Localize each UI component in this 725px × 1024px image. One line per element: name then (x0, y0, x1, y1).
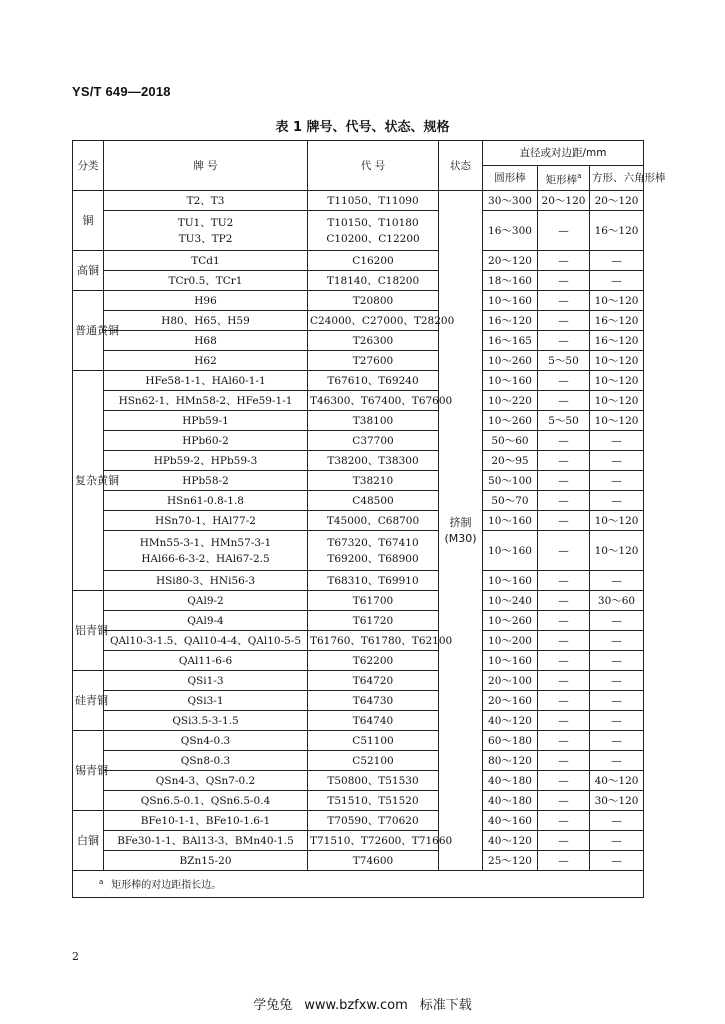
round-bar-cell: 30～300 (483, 191, 538, 211)
rect-bar-cell: — (538, 731, 590, 751)
grade-cell: QAl11-6-6 (104, 651, 308, 671)
table-row (73, 311, 644, 331)
grade-cell: QSi3.5-3-1.5 (104, 711, 308, 731)
grade-cell: BFe30-1-1、BAl13-3、BMn40-1.5 (104, 831, 308, 851)
table-row (73, 571, 644, 591)
grade-cell: QAl9-2 (104, 591, 308, 611)
rect-bar-cell: — (538, 331, 590, 351)
rect-bar-cell: — (538, 771, 590, 791)
table-row (73, 631, 644, 651)
table-row (73, 431, 644, 451)
rect-bar-cell: — (538, 371, 590, 391)
code-cell: C24000、C27000、T28200 (308, 311, 439, 331)
rect-bar-cell: 20～120 (538, 191, 590, 211)
status-temper: (M30) (444, 531, 477, 545)
category-cell: 高铜 (73, 251, 104, 291)
rect-bar-cell: 5～50 (538, 351, 590, 371)
round-bar-cell: 10～160 (483, 511, 538, 531)
code-cell: T68310、T69910 (308, 571, 439, 591)
table-row (73, 831, 644, 851)
grade-cell: QAl9-4 (104, 611, 308, 631)
table-row (73, 691, 644, 711)
header-rect (538, 166, 590, 191)
grade-cell: TCd1 (104, 251, 308, 271)
code-cell: T26300 (308, 331, 439, 351)
rect-bar-cell: — (538, 691, 590, 711)
code-cell: T38200、T38300 (308, 451, 439, 471)
status-value: 挤制 (449, 515, 472, 529)
grade-cell: HPb58-2 (104, 471, 308, 491)
table-row (73, 271, 644, 291)
header-rect-label: 矩形棒 (545, 174, 578, 186)
grade-cell: T2、T3 (104, 191, 308, 211)
category-cell: 普通黄铜 (73, 291, 104, 371)
code-cell: T46300、T67400、T67600 (308, 391, 439, 411)
round-bar-cell: 80～120 (483, 751, 538, 771)
square-hex-bar-cell: — (590, 751, 644, 771)
code-cell: C51100 (308, 731, 439, 751)
grade-cell: HPb59-2、HPb59-3 (104, 451, 308, 471)
code-cell: T64720 (308, 671, 439, 691)
grade-cell: H80、H65、H59 (104, 311, 308, 331)
table-body (73, 191, 644, 871)
square-hex-bar-cell: — (590, 831, 644, 851)
grade-cell: TU1、TU2 TU3、TP2 (104, 211, 308, 251)
square-hex-bar-cell: — (590, 471, 644, 491)
rect-bar-cell: — (538, 671, 590, 691)
square-hex-bar-cell: 10～120 (590, 351, 644, 371)
square-hex-bar-cell: 10～120 (590, 511, 644, 531)
round-bar-cell: 40～120 (483, 711, 538, 731)
rect-bar-cell: — (538, 651, 590, 671)
code-cell: T38100 (308, 411, 439, 431)
round-bar-cell: 18～160 (483, 271, 538, 291)
square-hex-bar-cell: 40～120 (590, 771, 644, 791)
rect-bar-cell: — (538, 611, 590, 631)
grade-cell: H68 (104, 331, 308, 351)
table-row (73, 771, 644, 791)
round-bar-cell: 10～160 (483, 371, 538, 391)
square-hex-bar-cell: 16～120 (590, 331, 644, 351)
rect-bar-cell: — (538, 831, 590, 851)
grade-cell: BFe10-1-1、BFe10-1.6-1 (104, 811, 308, 831)
grade-cell: QSi3-1 (104, 691, 308, 711)
table-row (73, 371, 644, 391)
rect-bar-cell: — (538, 211, 590, 251)
round-bar-cell: 10～260 (483, 351, 538, 371)
code-cell: T45000、C68700 (308, 511, 439, 531)
round-bar-cell: 50～70 (483, 491, 538, 511)
rect-bar-cell: — (538, 591, 590, 611)
table-row (73, 651, 644, 671)
code-cell: C52100 (308, 751, 439, 771)
code-cell: T64740 (308, 711, 439, 731)
footer-site-url: www.bzfxw.com (304, 998, 408, 1013)
table-row (73, 351, 644, 371)
grade-cell: QSn4-3、QSn7-0.2 (104, 771, 308, 791)
rect-bar-cell: — (538, 851, 590, 871)
code-cell: T67320、T67410 T69200、T68900 (308, 531, 439, 571)
code-cell: T70590、T70620 (308, 811, 439, 831)
rect-bar-cell: — (538, 451, 590, 471)
rect-bar-cell: — (538, 291, 590, 311)
square-hex-bar-cell: 10～120 (590, 291, 644, 311)
grade-cell: QAl10-3-1.5、QAl10-4-4、QAl10-5-5 (104, 631, 308, 651)
header-category: 分类 (73, 141, 104, 191)
square-hex-bar-cell: — (590, 251, 644, 271)
round-bar-cell: 10～260 (483, 411, 538, 431)
code-cell: T51510、T51520 (308, 791, 439, 811)
square-hex-bar-cell: — (590, 491, 644, 511)
square-hex-bar-cell: 16～120 (590, 211, 644, 251)
round-bar-cell: 10～220 (483, 391, 538, 411)
grade-cell: HSn70-1、HAl77-2 (104, 511, 308, 531)
round-bar-cell: 16～120 (483, 311, 538, 331)
table-row (73, 851, 644, 871)
round-bar-cell: 20～95 (483, 451, 538, 471)
grade-cell: HPb60-2 (104, 431, 308, 451)
code-cell: T10150、T10180 C10200、C12200 (308, 211, 439, 251)
table-row (73, 191, 644, 211)
table-row (73, 331, 644, 351)
grade-cell: QSn4-0.3 (104, 731, 308, 751)
round-bar-cell: 10～160 (483, 651, 538, 671)
category-cell: 硅青铜 (73, 671, 104, 731)
square-hex-bar-cell: — (590, 731, 644, 751)
footer-slogan: 标准下载 (419, 998, 472, 1013)
square-hex-bar-cell: 30～60 (590, 591, 644, 611)
footnote-mark: a (99, 878, 104, 886)
round-bar-cell: 16～300 (483, 211, 538, 251)
grade-cell: TCr0.5、TCr1 (104, 271, 308, 291)
square-hex-bar-cell: 20～120 (590, 191, 644, 211)
code-cell: T71510、T72600、T71660 (308, 831, 439, 851)
rect-bar-cell: — (538, 491, 590, 511)
category-cell: 铜 (73, 191, 104, 251)
code-cell: T61700 (308, 591, 439, 611)
code-cell: T18140、C18200 (308, 271, 439, 291)
square-hex-bar-cell: 30～120 (590, 791, 644, 811)
table-title: 表 1 牌号、代号、状态、规格 (275, 120, 450, 135)
round-bar-cell: 40～180 (483, 771, 538, 791)
code-cell: C37700 (308, 431, 439, 451)
header-status: 状态 (439, 141, 483, 191)
round-bar-cell: 10～260 (483, 611, 538, 631)
grade-cell: QSn8-0.3 (104, 751, 308, 771)
footer (0, 994, 725, 1013)
square-hex-bar-cell: — (590, 431, 644, 451)
code-cell: T38210 (308, 471, 439, 491)
code-cell: T61720 (308, 611, 439, 631)
header-code: 代 号 (308, 141, 439, 191)
round-bar-cell: 60～180 (483, 731, 538, 751)
round-bar-cell: 25～120 (483, 851, 538, 871)
round-bar-cell: 50～60 (483, 431, 538, 451)
round-bar-cell: 10～160 (483, 571, 538, 591)
square-hex-bar-cell: — (590, 611, 644, 631)
round-bar-cell: 10～160 (483, 291, 538, 311)
code-cell: T20800 (308, 291, 439, 311)
table-row (73, 251, 644, 271)
rect-bar-cell: — (538, 311, 590, 331)
header-dimension-group: 直径或对边距/mm (483, 141, 644, 166)
grade-cell: H96 (104, 291, 308, 311)
round-bar-cell: 10～240 (483, 591, 538, 611)
rect-bar-cell: — (538, 711, 590, 731)
category-cell: 白铜 (73, 811, 104, 871)
rect-bar-cell: — (538, 791, 590, 811)
grade-cell: HMn55-3-1、HMn57-3-1 HAl66-6-3-2、HAl67-2.5 (104, 531, 308, 571)
square-hex-bar-cell: — (590, 631, 644, 651)
status-cell (439, 191, 483, 871)
table-row (73, 711, 644, 731)
grade-cell: HSn61-0.8-1.8 (104, 491, 308, 511)
table-row (73, 511, 644, 531)
grade-cell: HFe58-1-1、HAl60-1-1 (104, 371, 308, 391)
square-hex-bar-cell: 16～120 (590, 311, 644, 331)
code-cell: T27600 (308, 351, 439, 371)
footnote (73, 871, 644, 898)
header-grade: 牌 号 (104, 141, 308, 191)
table-row (73, 591, 644, 611)
table-row (73, 791, 644, 811)
table-row (73, 291, 644, 311)
round-bar-cell: 20～160 (483, 691, 538, 711)
code-cell: C16200 (308, 251, 439, 271)
table-row (73, 731, 644, 751)
table-row (73, 211, 644, 251)
round-bar-cell: 16～165 (483, 331, 538, 351)
square-hex-bar-cell: — (590, 451, 644, 471)
code-cell: T64730 (308, 691, 439, 711)
square-hex-bar-cell: — (590, 271, 644, 291)
square-hex-bar-cell: — (590, 651, 644, 671)
table-row (73, 391, 644, 411)
rect-bar-cell: — (538, 251, 590, 271)
category-cell: 铝青铜 (73, 591, 104, 671)
code-cell: T61760、T61780、T62100 (308, 631, 439, 651)
round-bar-cell: 20～120 (483, 251, 538, 271)
standard-code: YS/T 649—2018 (72, 84, 171, 99)
header-square-hex: 方形、六角形棒 (590, 166, 644, 191)
code-cell: T62200 (308, 651, 439, 671)
footer-site-name: 学兔兔 (253, 998, 293, 1013)
code-cell: T50800、T51530 (308, 771, 439, 791)
round-bar-cell: 40～120 (483, 831, 538, 851)
rect-bar-cell: — (538, 811, 590, 831)
table-row (73, 671, 644, 691)
header-rect-footnote-mark: a (577, 172, 582, 180)
footnote-text: 矩形棒的对边距指长边。 (111, 880, 222, 891)
rect-bar-cell: — (538, 631, 590, 651)
code-cell: T67610、T69240 (308, 371, 439, 391)
table-row (73, 451, 644, 471)
rect-bar-cell: — (538, 531, 590, 571)
grade-cell: HPb59-1 (104, 411, 308, 431)
code-cell: T74600 (308, 851, 439, 871)
rect-bar-cell: — (538, 751, 590, 771)
grade-cell: H62 (104, 351, 308, 371)
table-row (73, 751, 644, 771)
square-hex-bar-cell: 10～120 (590, 391, 644, 411)
round-bar-cell: 40～180 (483, 791, 538, 811)
grade-cell: QSn6.5-0.1、QSn6.5-0.4 (104, 791, 308, 811)
grade-cell: HSi80-3、HNi56-3 (104, 571, 308, 591)
square-hex-bar-cell: — (590, 851, 644, 871)
table-row (73, 471, 644, 491)
round-bar-cell: 10～200 (483, 631, 538, 651)
table-row (73, 611, 644, 631)
square-hex-bar-cell: 10～120 (590, 371, 644, 391)
rect-bar-cell: — (538, 471, 590, 491)
rect-bar-cell: — (538, 271, 590, 291)
header-round: 圆形棒 (483, 166, 538, 191)
round-bar-cell: 50～100 (483, 471, 538, 491)
round-bar-cell: 10～160 (483, 531, 538, 571)
rect-bar-cell: — (538, 391, 590, 411)
table-row (73, 531, 644, 571)
square-hex-bar-cell: — (590, 711, 644, 731)
page-number: 2 (72, 950, 79, 963)
category-cell: 锡青铜 (73, 731, 104, 811)
spec-table (72, 140, 666, 898)
table-row (73, 491, 644, 511)
square-hex-bar-cell: — (590, 571, 644, 591)
category-cell: 复杂黄铜 (73, 371, 104, 591)
grade-cell: BZn15-20 (104, 851, 308, 871)
rect-bar-cell: 5～50 (538, 411, 590, 431)
code-cell: C48500 (308, 491, 439, 511)
table-row (73, 811, 644, 831)
rect-bar-cell: — (538, 431, 590, 451)
square-hex-bar-cell: — (590, 811, 644, 831)
square-hex-bar-cell: — (590, 691, 644, 711)
square-hex-bar-cell: — (590, 671, 644, 691)
rect-bar-cell: — (538, 511, 590, 531)
table-row (73, 411, 644, 431)
square-hex-bar-cell: 10～120 (590, 411, 644, 431)
rect-bar-cell: — (538, 571, 590, 591)
grade-cell: HSn62-1、HMn58-2、HFe59-1-1 (104, 391, 308, 411)
square-hex-bar-cell: 10～120 (590, 531, 644, 571)
round-bar-cell: 40～160 (483, 811, 538, 831)
round-bar-cell: 20～100 (483, 671, 538, 691)
grade-cell: QSi1-3 (104, 671, 308, 691)
code-cell: T11050、T11090 (308, 191, 439, 211)
